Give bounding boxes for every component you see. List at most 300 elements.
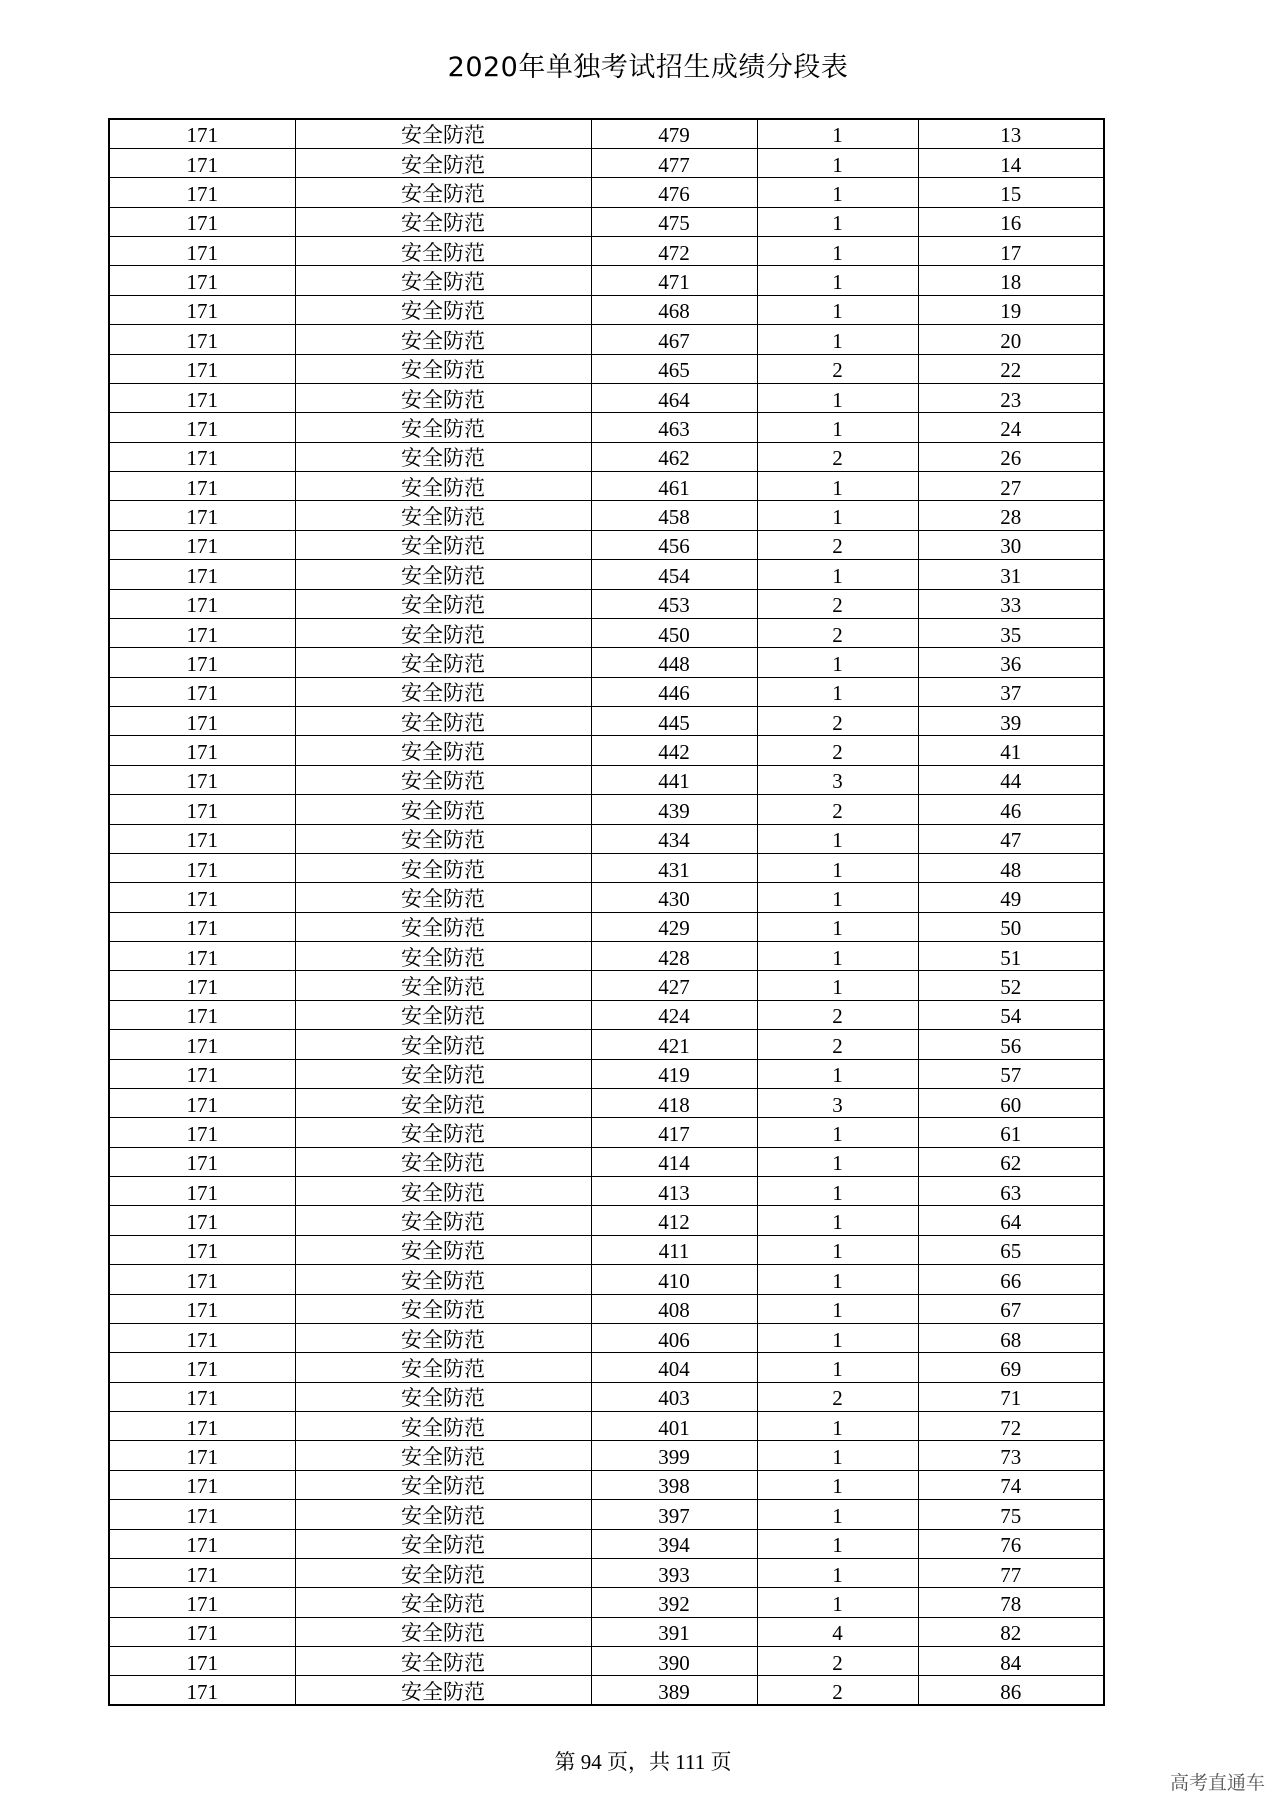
cumulative-count-cell: 62	[918, 1147, 1104, 1176]
cumulative-count-cell: 30	[918, 530, 1104, 559]
table-row	[109, 1647, 1104, 1676]
major-name-cell: 安全防范	[295, 1206, 591, 1235]
table-row	[109, 677, 1104, 706]
count-cell: 1	[757, 119, 918, 148]
cumulative-count-cell: 64	[918, 1206, 1104, 1235]
major-name-cell: 安全防范	[295, 237, 591, 266]
cumulative-count-cell: 47	[918, 824, 1104, 853]
major-name-cell: 安全防范	[295, 266, 591, 295]
table-row	[109, 1294, 1104, 1323]
score-cell: 403	[591, 1382, 757, 1411]
count-cell: 1	[757, 971, 918, 1000]
cumulative-count-cell: 67	[918, 1294, 1104, 1323]
score-cell: 465	[591, 354, 757, 383]
table-row	[109, 1382, 1104, 1411]
major-code-cell: 171	[109, 1353, 295, 1382]
score-cell: 412	[591, 1206, 757, 1235]
cumulative-count-cell: 75	[918, 1500, 1104, 1529]
table-row	[109, 1088, 1104, 1117]
score-cell: 399	[591, 1441, 757, 1470]
score-cell: 479	[591, 119, 757, 148]
major-name-cell: 安全防范	[295, 1059, 591, 1088]
major-name-cell: 安全防范	[295, 824, 591, 853]
count-cell: 1	[757, 883, 918, 912]
score-cell: 411	[591, 1235, 757, 1264]
count-cell: 2	[757, 1676, 918, 1705]
table-row	[109, 1558, 1104, 1587]
major-name-cell: 安全防范	[295, 1118, 591, 1147]
major-code-cell: 171	[109, 1470, 295, 1499]
cumulative-count-cell: 63	[918, 1177, 1104, 1206]
major-code-cell: 171	[109, 207, 295, 236]
table-row	[109, 501, 1104, 530]
score-cell: 391	[591, 1617, 757, 1646]
major-code-cell: 171	[109, 1382, 295, 1411]
count-cell: 1	[757, 295, 918, 324]
score-cell: 456	[591, 530, 757, 559]
major-code-cell: 171	[109, 1059, 295, 1088]
table-row	[109, 530, 1104, 559]
cumulative-count-cell: 33	[918, 589, 1104, 618]
major-name-cell: 安全防范	[295, 1529, 591, 1558]
count-cell: 1	[757, 148, 918, 177]
count-cell: 2	[757, 530, 918, 559]
major-code-cell: 171	[109, 1323, 295, 1352]
cumulative-count-cell: 73	[918, 1441, 1104, 1470]
table-row	[109, 1147, 1104, 1176]
count-cell: 1	[757, 1265, 918, 1294]
major-code-cell: 171	[109, 266, 295, 295]
count-cell: 3	[757, 1088, 918, 1117]
major-code-cell: 171	[109, 677, 295, 706]
table-row	[109, 707, 1104, 736]
major-name-cell: 安全防范	[295, 1030, 591, 1059]
table-row	[109, 1118, 1104, 1147]
major-name-cell: 安全防范	[295, 1147, 591, 1176]
major-code-cell: 171	[109, 237, 295, 266]
count-cell: 1	[757, 1059, 918, 1088]
table-row	[109, 912, 1104, 941]
major-code-cell: 171	[109, 1647, 295, 1676]
table-row	[109, 1412, 1104, 1441]
major-code-cell: 171	[109, 1441, 295, 1470]
major-name-cell: 安全防范	[295, 442, 591, 471]
major-code-cell: 171	[109, 589, 295, 618]
cumulative-count-cell: 14	[918, 148, 1104, 177]
major-code-cell: 171	[109, 383, 295, 412]
count-cell: 1	[757, 237, 918, 266]
cumulative-count-cell: 44	[918, 765, 1104, 794]
score-cell: 401	[591, 1412, 757, 1441]
major-name-cell: 安全防范	[295, 1382, 591, 1411]
table-row	[109, 383, 1104, 412]
major-name-cell: 安全防范	[295, 1588, 591, 1617]
cumulative-count-cell: 57	[918, 1059, 1104, 1088]
major-code-cell: 171	[109, 1294, 295, 1323]
cumulative-count-cell: 39	[918, 707, 1104, 736]
score-cell: 476	[591, 178, 757, 207]
major-name-cell: 安全防范	[295, 119, 591, 148]
major-code-cell: 171	[109, 413, 295, 442]
table-row	[109, 560, 1104, 589]
count-cell: 1	[757, 383, 918, 412]
major-name-cell: 安全防范	[295, 1647, 591, 1676]
count-cell: 1	[757, 1441, 918, 1470]
page-number-footer: 第 94 页，共 111 页	[554, 1750, 732, 1774]
major-name-cell: 安全防范	[295, 765, 591, 794]
count-cell: 1	[757, 1294, 918, 1323]
score-cell: 421	[591, 1030, 757, 1059]
score-cell: 446	[591, 677, 757, 706]
table-row	[109, 325, 1104, 354]
count-cell: 1	[757, 178, 918, 207]
table-row	[109, 1030, 1104, 1059]
major-code-cell: 171	[109, 354, 295, 383]
score-cell: 461	[591, 472, 757, 501]
score-cell: 468	[591, 295, 757, 324]
cumulative-count-cell: 31	[918, 560, 1104, 589]
major-name-cell: 安全防范	[295, 560, 591, 589]
score-cell: 450	[591, 618, 757, 647]
major-name-cell: 安全防范	[295, 1441, 591, 1470]
count-cell: 1	[757, 853, 918, 882]
count-cell: 2	[757, 618, 918, 647]
cumulative-count-cell: 27	[918, 472, 1104, 501]
table-row	[109, 883, 1104, 912]
major-code-cell: 171	[109, 912, 295, 941]
major-code-cell: 171	[109, 707, 295, 736]
table-row	[109, 942, 1104, 971]
count-cell: 1	[757, 1235, 918, 1264]
score-cell: 404	[591, 1353, 757, 1382]
cumulative-count-cell: 24	[918, 413, 1104, 442]
cumulative-count-cell: 26	[918, 442, 1104, 471]
major-code-cell: 171	[109, 501, 295, 530]
major-code-cell: 171	[109, 560, 295, 589]
major-name-cell: 安全防范	[295, 295, 591, 324]
watermark: 高考直通车	[1169, 1772, 1265, 1794]
count-cell: 1	[757, 560, 918, 589]
table-row	[109, 1059, 1104, 1088]
cumulative-count-cell: 54	[918, 1000, 1104, 1029]
count-cell: 2	[757, 1030, 918, 1059]
table-row	[109, 765, 1104, 794]
major-code-cell: 171	[109, 1088, 295, 1117]
major-name-cell: 安全防范	[295, 942, 591, 971]
major-code-cell: 171	[109, 472, 295, 501]
table-row	[109, 824, 1104, 853]
cumulative-count-cell: 76	[918, 1529, 1104, 1558]
major-name-cell: 安全防范	[295, 795, 591, 824]
score-cell: 445	[591, 707, 757, 736]
major-code-cell: 171	[109, 824, 295, 853]
cumulative-count-cell: 18	[918, 266, 1104, 295]
major-code-cell: 171	[109, 1147, 295, 1176]
major-code-cell: 171	[109, 1118, 295, 1147]
score-cell: 408	[591, 1294, 757, 1323]
score-cell: 477	[591, 148, 757, 177]
score-cell: 434	[591, 824, 757, 853]
major-name-cell: 安全防范	[295, 1558, 591, 1587]
count-cell: 1	[757, 1206, 918, 1235]
cumulative-count-cell: 52	[918, 971, 1104, 1000]
score-cell: 472	[591, 237, 757, 266]
score-table-body	[109, 119, 1104, 1705]
score-cell: 419	[591, 1059, 757, 1088]
cumulative-count-cell: 41	[918, 736, 1104, 765]
score-cell: 442	[591, 736, 757, 765]
cumulative-count-cell: 61	[918, 1118, 1104, 1147]
table-row	[109, 354, 1104, 383]
count-cell: 2	[757, 1382, 918, 1411]
score-cell: 390	[591, 1647, 757, 1676]
count-cell: 1	[757, 824, 918, 853]
table-row	[109, 442, 1104, 471]
major-name-cell: 安全防范	[295, 618, 591, 647]
major-name-cell: 安全防范	[295, 1500, 591, 1529]
major-name-cell: 安全防范	[295, 1177, 591, 1206]
cumulative-count-cell: 19	[918, 295, 1104, 324]
count-cell: 1	[757, 1588, 918, 1617]
count-cell: 2	[757, 736, 918, 765]
major-code-cell: 171	[109, 971, 295, 1000]
cumulative-count-cell: 22	[918, 354, 1104, 383]
cumulative-count-cell: 74	[918, 1470, 1104, 1499]
table-row	[109, 1500, 1104, 1529]
table-row	[109, 971, 1104, 1000]
major-code-cell: 171	[109, 1265, 295, 1294]
score-cell: 413	[591, 1177, 757, 1206]
cumulative-count-cell: 66	[918, 1265, 1104, 1294]
major-name-cell: 安全防范	[295, 853, 591, 882]
count-cell: 1	[757, 325, 918, 354]
cumulative-count-cell: 37	[918, 677, 1104, 706]
score-cell: 430	[591, 883, 757, 912]
count-cell: 3	[757, 765, 918, 794]
table-row	[109, 736, 1104, 765]
score-cell: 393	[591, 1558, 757, 1587]
cumulative-count-cell: 48	[918, 853, 1104, 882]
major-name-cell: 安全防范	[295, 472, 591, 501]
major-code-cell: 171	[109, 295, 295, 324]
major-name-cell: 安全防范	[295, 1676, 591, 1705]
major-code-cell: 171	[109, 1030, 295, 1059]
cumulative-count-cell: 17	[918, 237, 1104, 266]
count-cell: 2	[757, 589, 918, 618]
count-cell: 1	[757, 1118, 918, 1147]
count-cell: 1	[757, 648, 918, 677]
table-row	[109, 618, 1104, 647]
major-code-cell: 171	[109, 1206, 295, 1235]
cumulative-count-cell: 86	[918, 1676, 1104, 1705]
major-name-cell: 安全防范	[295, 354, 591, 383]
count-cell: 1	[757, 1177, 918, 1206]
table-row	[109, 266, 1104, 295]
cumulative-count-cell: 82	[918, 1617, 1104, 1646]
score-cell: 453	[591, 589, 757, 618]
score-cell: 424	[591, 1000, 757, 1029]
score-cell: 471	[591, 266, 757, 295]
major-name-cell: 安全防范	[295, 1353, 591, 1382]
table-row	[109, 295, 1104, 324]
major-code-cell: 171	[109, 1177, 295, 1206]
major-code-cell: 171	[109, 853, 295, 882]
table-row	[109, 1617, 1104, 1646]
major-code-cell: 171	[109, 1588, 295, 1617]
major-name-cell: 安全防范	[295, 883, 591, 912]
score-cell: 458	[591, 501, 757, 530]
count-cell: 1	[757, 1147, 918, 1176]
cumulative-count-cell: 36	[918, 648, 1104, 677]
major-code-cell: 171	[109, 1617, 295, 1646]
table-row	[109, 1676, 1104, 1705]
count-cell: 1	[757, 1500, 918, 1529]
table-row	[109, 1470, 1104, 1499]
major-name-cell: 安全防范	[295, 1000, 591, 1029]
table-row	[109, 648, 1104, 677]
major-name-cell: 安全防范	[295, 1470, 591, 1499]
count-cell: 1	[757, 1529, 918, 1558]
score-cell: 410	[591, 1265, 757, 1294]
table-row	[109, 795, 1104, 824]
score-cell: 417	[591, 1118, 757, 1147]
major-code-cell: 171	[109, 148, 295, 177]
cumulative-count-cell: 20	[918, 325, 1104, 354]
major-name-cell: 安全防范	[295, 648, 591, 677]
count-cell: 1	[757, 266, 918, 295]
major-name-cell: 安全防范	[295, 383, 591, 412]
count-cell: 2	[757, 707, 918, 736]
table-row	[109, 1206, 1104, 1235]
cumulative-count-cell: 65	[918, 1235, 1104, 1264]
score-cell: 428	[591, 942, 757, 971]
count-cell: 1	[757, 912, 918, 941]
cumulative-count-cell: 56	[918, 1030, 1104, 1059]
major-code-cell: 171	[109, 1529, 295, 1558]
table-row	[109, 237, 1104, 266]
major-code-cell: 171	[109, 442, 295, 471]
major-name-cell: 安全防范	[295, 1088, 591, 1117]
major-name-cell: 安全防范	[295, 1265, 591, 1294]
score-cell: 429	[591, 912, 757, 941]
table-row	[109, 1441, 1104, 1470]
table-row	[109, 148, 1104, 177]
cumulative-count-cell: 72	[918, 1412, 1104, 1441]
count-cell: 1	[757, 1470, 918, 1499]
major-code-cell: 171	[109, 618, 295, 647]
score-cell: 475	[591, 207, 757, 236]
count-cell: 1	[757, 413, 918, 442]
score-cell: 462	[591, 442, 757, 471]
score-cell: 389	[591, 1676, 757, 1705]
count-cell: 2	[757, 1647, 918, 1676]
major-name-cell: 安全防范	[295, 707, 591, 736]
major-code-cell: 171	[109, 530, 295, 559]
major-name-cell: 安全防范	[295, 1294, 591, 1323]
cumulative-count-cell: 35	[918, 618, 1104, 647]
major-name-cell: 安全防范	[295, 912, 591, 941]
cumulative-count-cell: 13	[918, 119, 1104, 148]
count-cell: 4	[757, 1617, 918, 1646]
score-cell: 439	[591, 795, 757, 824]
score-cell: 418	[591, 1088, 757, 1117]
major-name-cell: 安全防范	[295, 1617, 591, 1646]
table-row	[109, 1265, 1104, 1294]
major-name-cell: 安全防范	[295, 1235, 591, 1264]
cumulative-count-cell: 28	[918, 501, 1104, 530]
score-cell: 454	[591, 560, 757, 589]
score-cell: 441	[591, 765, 757, 794]
cumulative-count-cell: 69	[918, 1353, 1104, 1382]
score-cell: 392	[591, 1588, 757, 1617]
cumulative-count-cell: 49	[918, 883, 1104, 912]
table-row	[109, 589, 1104, 618]
major-name-cell: 安全防范	[295, 530, 591, 559]
major-code-cell: 171	[109, 1558, 295, 1587]
major-name-cell: 安全防范	[295, 207, 591, 236]
major-code-cell: 171	[109, 736, 295, 765]
table-row	[109, 1529, 1104, 1558]
score-cell: 398	[591, 1470, 757, 1499]
table-row	[109, 853, 1104, 882]
cumulative-count-cell: 46	[918, 795, 1104, 824]
major-code-cell: 171	[109, 178, 295, 207]
count-cell: 1	[757, 472, 918, 501]
major-name-cell: 安全防范	[295, 325, 591, 354]
table-row	[109, 1353, 1104, 1382]
score-cell: 406	[591, 1323, 757, 1352]
major-name-cell: 安全防范	[295, 1323, 591, 1352]
count-cell: 1	[757, 1412, 918, 1441]
cumulative-count-cell: 71	[918, 1382, 1104, 1411]
count-cell: 1	[757, 207, 918, 236]
major-code-cell: 171	[109, 648, 295, 677]
major-code-cell: 171	[109, 795, 295, 824]
cumulative-count-cell: 68	[918, 1323, 1104, 1352]
score-cell: 464	[591, 383, 757, 412]
major-name-cell: 安全防范	[295, 677, 591, 706]
score-cell: 448	[591, 648, 757, 677]
count-cell: 1	[757, 501, 918, 530]
major-code-cell: 171	[109, 1000, 295, 1029]
major-code-cell: 171	[109, 1412, 295, 1441]
major-code-cell: 171	[109, 765, 295, 794]
page-title: 2020年单独考试招生成绩分段表	[447, 52, 849, 83]
count-cell: 1	[757, 677, 918, 706]
count-cell: 2	[757, 354, 918, 383]
score-cell: 463	[591, 413, 757, 442]
table-row	[109, 207, 1104, 236]
major-name-cell: 安全防范	[295, 589, 591, 618]
count-cell: 1	[757, 1558, 918, 1587]
table-row	[109, 1177, 1104, 1206]
count-cell: 1	[757, 942, 918, 971]
major-code-cell: 171	[109, 942, 295, 971]
table-row	[109, 1323, 1104, 1352]
table-row	[109, 1000, 1104, 1029]
cumulative-count-cell: 78	[918, 1588, 1104, 1617]
major-name-cell: 安全防范	[295, 501, 591, 530]
table-row	[109, 1235, 1104, 1264]
cumulative-count-cell: 84	[918, 1647, 1104, 1676]
cumulative-count-cell: 77	[918, 1558, 1104, 1587]
cumulative-count-cell: 23	[918, 383, 1104, 412]
table-row	[109, 413, 1104, 442]
cumulative-count-cell: 50	[918, 912, 1104, 941]
major-name-cell: 安全防范	[295, 148, 591, 177]
score-cell: 431	[591, 853, 757, 882]
count-cell: 2	[757, 1000, 918, 1029]
